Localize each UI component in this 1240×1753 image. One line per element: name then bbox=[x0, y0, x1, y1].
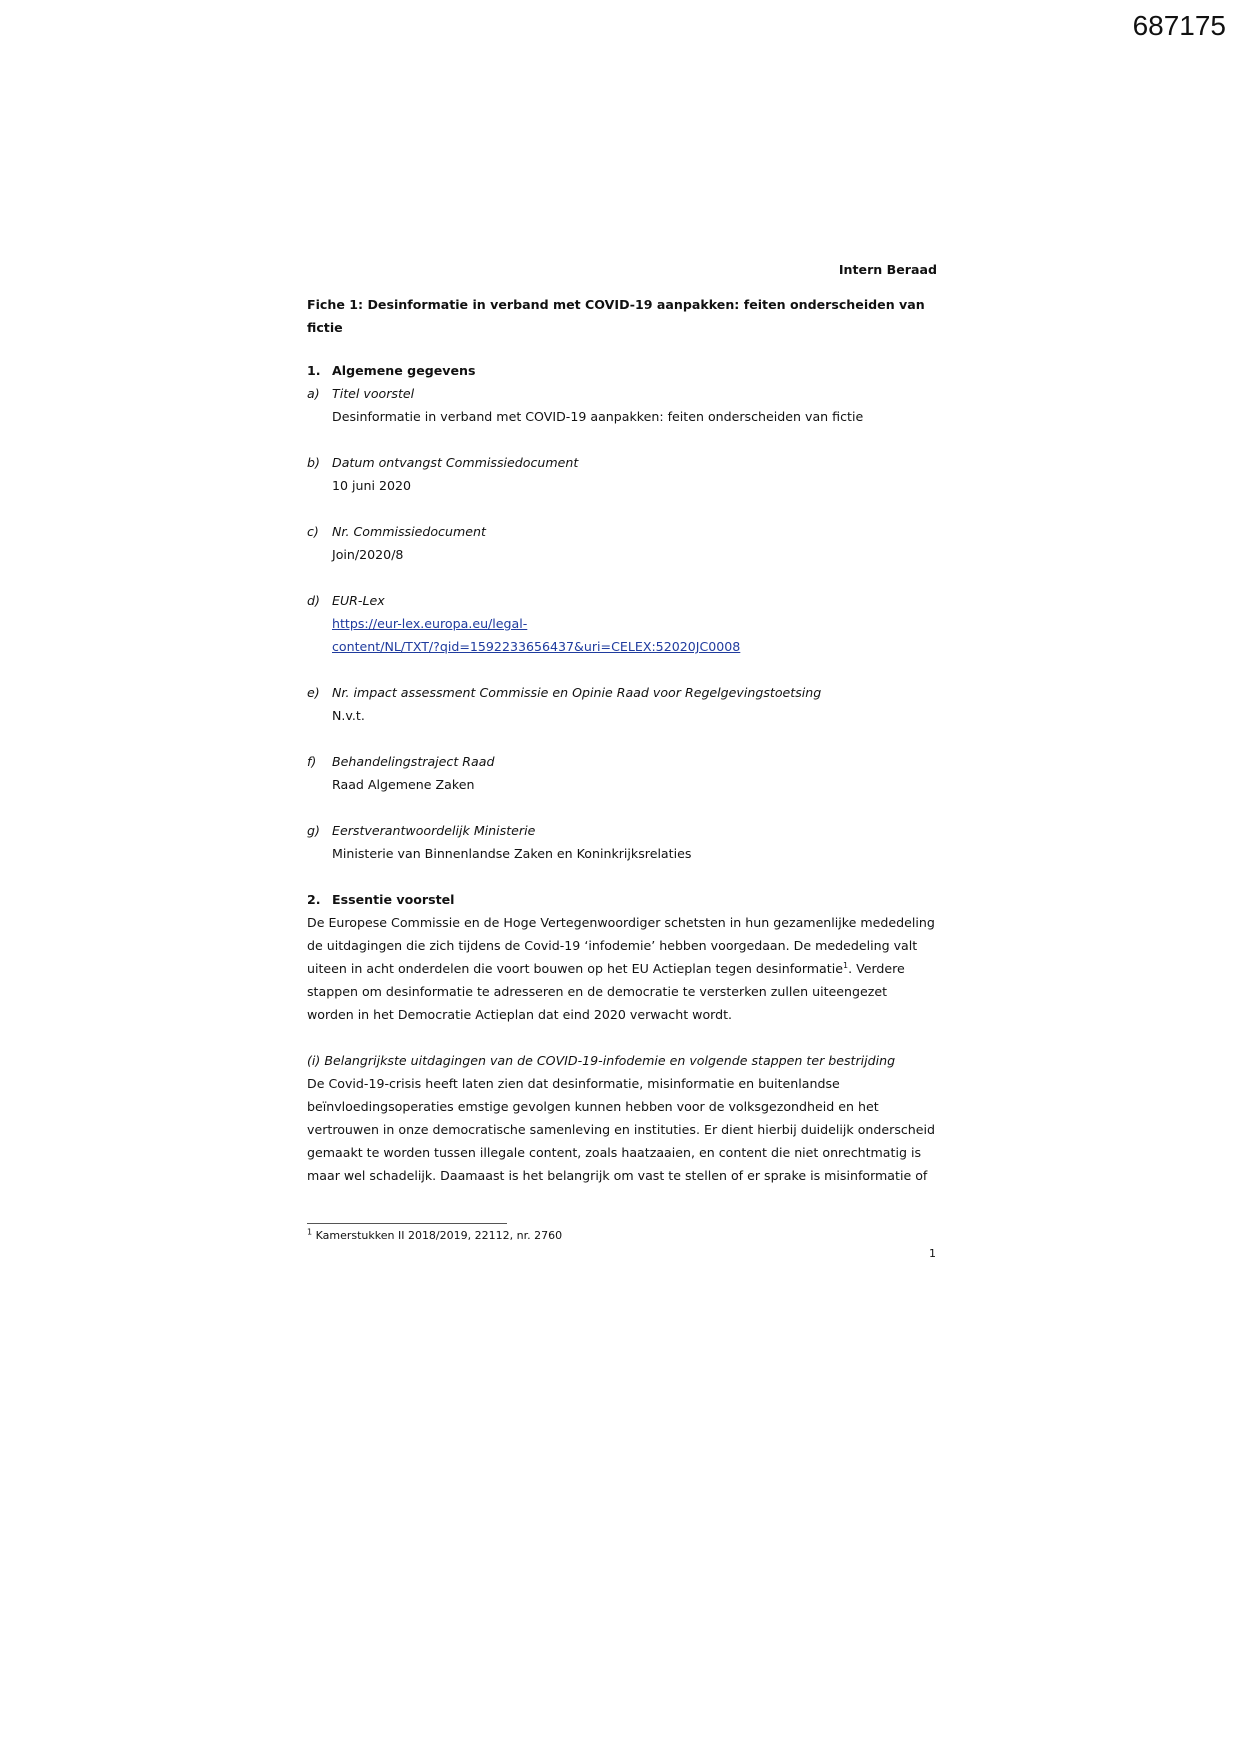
item-label: Datum ontvangst Commissiedocument bbox=[332, 455, 579, 470]
item-label: Nr. impact assessment Commissie en Opinie Raad voor Regelgevingstoetsing bbox=[332, 685, 822, 700]
section-1-heading bbox=[307, 359, 937, 382]
item-datum-ontvangst bbox=[307, 451, 937, 497]
document-id: 687175 bbox=[1132, 10, 1226, 41]
essentie-text-part-1: De Europese Commissie en de Hoge Vertegenwoordiger schetsten in hun gezamenlijke mededeling de uitdagingen die zich tijdens de Covid-19 ‘infodemie’ hebben voorgedaan. De mededeling valt uiteen in acht onderdelen die voort bouwen op het EU Actieplan tegen desinformatie bbox=[307, 915, 935, 976]
classification-label: Intern Beraad bbox=[838, 262, 937, 277]
section-1-number: 1. bbox=[307, 363, 321, 378]
item-behandelingstraject bbox=[307, 750, 937, 796]
item-label: Titel voorstel bbox=[332, 386, 415, 401]
item-titel-voorstel bbox=[307, 382, 937, 428]
item-value: N.v.t. bbox=[332, 708, 365, 723]
item-eur-lex bbox=[307, 589, 937, 658]
item-label: Eerstverantwoordelijk Ministerie bbox=[332, 823, 536, 838]
page-number: 1 bbox=[929, 1247, 936, 1260]
footnote-reference[interactable]: 1 bbox=[842, 960, 849, 970]
item-letter: a) bbox=[307, 386, 320, 401]
item-letter: f) bbox=[307, 754, 317, 769]
footnote-marker: 1 bbox=[307, 1227, 313, 1237]
item-label: Behandelingstraject Raad bbox=[332, 754, 495, 769]
item-letter: g) bbox=[307, 823, 320, 838]
page-content bbox=[307, 258, 937, 1187]
item-letter: e) bbox=[307, 685, 320, 700]
footnote-divider bbox=[307, 1223, 507, 1224]
section-2-title: Essentie voorstel bbox=[332, 892, 455, 907]
section-2-number: 2. bbox=[307, 892, 321, 907]
item-letter: d) bbox=[307, 593, 320, 608]
item-value: 10 juni 2020 bbox=[332, 478, 412, 493]
eur-lex-link-line-1[interactable]: https://eur-lex.europa.eu/legal- bbox=[332, 616, 528, 631]
section-2-heading bbox=[307, 888, 937, 911]
section-1-title: Algemene gegevens bbox=[332, 363, 476, 378]
item-value: Desinformatie in verband met COVID-19 aanpakken: feiten onderscheiden van fictie bbox=[332, 409, 864, 424]
essentie-text-part-2: . Verdere stappen om desinformatie te adresseren en de democratie te versterken zullen uiteengezet worden in het Democratie Actieplan dat eind 2020 verwacht wordt. bbox=[307, 961, 905, 1022]
item-impact-assessment bbox=[307, 681, 937, 727]
item-ministerie bbox=[307, 819, 937, 865]
infodemie-paragraph: De Covid-19-crisis heeft laten zien dat desinformatie, misinformatie en buitenlandse beïnvloedingsoperaties emstige gevolgen kunnen hebben voor de volksgezondheid en het vertrouwen in onze democratische samenleving en instituties. Er dient hierbij duidelijk onderscheid gemaakt te worden tussen illegale content, zoals haatzaaien, en content die niet onrechtmatig is maar wel schadelijk. Daamaast is het belangrijk om vast te stellen of er sprake is misinformatie of bbox=[307, 1076, 936, 1183]
item-value: Ministerie van Binnenlandse Zaken en Koninkrijksrelaties bbox=[332, 846, 692, 861]
eur-lex-link-line-2[interactable]: content/NL/TXT/?qid=1592233656437&uri=CELEX:52020JC0008 bbox=[332, 639, 741, 654]
essentie-paragraph bbox=[307, 911, 937, 1026]
footnote-text: Kamerstukken II 2018/2019, 22112, nr. 2760 bbox=[312, 1229, 563, 1242]
document-title: Fiche 1: Desinformatie in verband met COVID-19 aanpakken: feiten onderscheiden van fictie bbox=[307, 297, 925, 335]
subheading-infodemie: (i) Belangrijkste uitdagingen van de COVID-19-infodemie en volgende stappen ter bestrijding bbox=[307, 1053, 896, 1068]
item-label: Nr. Commissiedocument bbox=[332, 524, 486, 539]
item-label: EUR-Lex bbox=[332, 593, 385, 608]
item-value: Join/2020/8 bbox=[332, 547, 404, 562]
item-nr-commissiedocument bbox=[307, 520, 937, 566]
footnote bbox=[307, 1227, 562, 1245]
item-letter: b) bbox=[307, 455, 320, 470]
eur-lex-link[interactable] bbox=[332, 612, 937, 658]
item-letter: c) bbox=[307, 524, 319, 539]
item-value: Raad Algemene Zaken bbox=[332, 777, 475, 792]
